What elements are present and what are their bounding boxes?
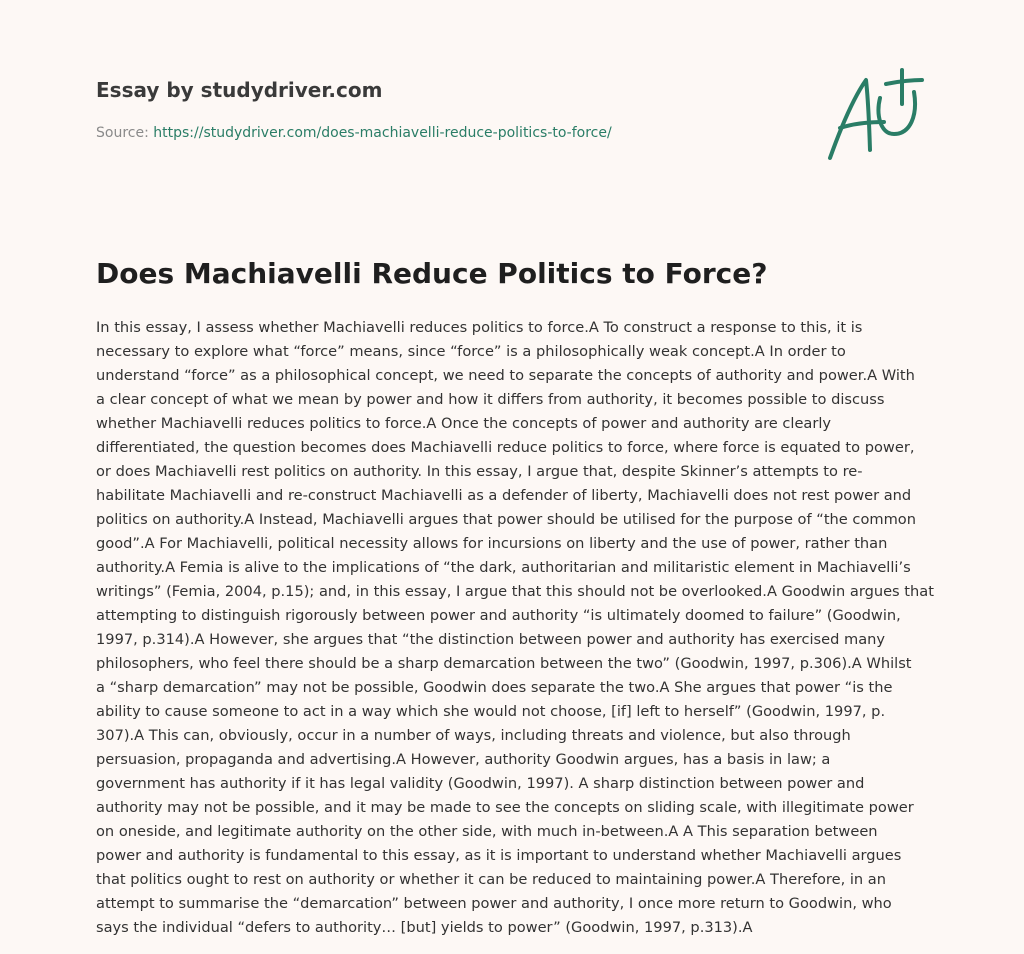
a-plus-logo (822, 68, 926, 164)
site-title: Essay by studydriver.com (96, 78, 383, 102)
essay-line: writings” (Femia, 2004, p.15); and, in this essay, I argue that this should not be overlooked.A Goodwin argues that (96, 583, 934, 600)
essay-line: power and authority is fundamental to this essay, as it is important to understand whether Machiavelli argues (96, 847, 902, 864)
essay-line: a clear concept of what we mean by power and how it differs from authority, it becomes possible to discuss (96, 391, 885, 408)
essay-line: politics on authority.A Instead, Machiavelli argues that power should be utilised for the purpose of “the common (96, 511, 916, 528)
essay-title: Does Machiavelli Reduce Politics to Force? (96, 257, 768, 290)
essay-line: ability to cause someone to act in a way which she would not choose, [if] left to herself” (Goodwin, 1997, p. (96, 703, 886, 720)
essay-line: In this essay, I assess whether Machiavelli reduces politics to force.A To construct a response to this, it is (96, 319, 863, 336)
essay-line: attempt to summarise the “demarcation” between power and authority, I once more return to Goodwin, who (96, 895, 892, 912)
essay-line: persuasion, propaganda and advertising.A However, authority Goodwin argues, has a basis in law; a (96, 751, 831, 768)
a-plus-logo-graphic (822, 68, 926, 164)
source-line (96, 124, 796, 142)
essay-header (96, 76, 796, 142)
essay-line: 1997, p.314).A However, she argues that “the distinction between power and authority has exercised many (96, 631, 886, 648)
essay-line: authority.A Femia is alive to the implications of “the dark, authoritarian and militaristic element in Machiavelli’s (96, 559, 911, 576)
essay-line: habilitate Machiavelli and re-construct Machiavelli as a defender of liberty, Machiavelli does not rest power and (96, 487, 912, 504)
essay-line: on oneside, and legitimate authority on the other side, with much in-between.A A This separation between (96, 823, 878, 840)
source-link[interactable]: https://studydriver.com/does-machiavelli-reduce-politics-to-force/ (153, 125, 612, 141)
essay-line: government has authority if it has legal validity (Goodwin, 1997). A sharp distinction between power and (96, 775, 865, 792)
essay-line: or does Machiavelli rest politics on authority. In this essay, I argue that, despite Skinner’s attempts to re- (96, 463, 863, 480)
essay-line: understand “force” as a philosophical concept, we need to separate the concepts of authority and power.A With (96, 367, 915, 384)
essay-body (96, 316, 932, 940)
essay-line: authority may not be possible, and it may be made to see the concepts on sliding scale, with illegitimate power (96, 799, 914, 816)
essay-line: differentiated, the question becomes does Machiavelli reduce politics to force, where force is equated to power, (96, 439, 915, 456)
essay-line: a “sharp demarcation” may not be possible, Goodwin does separate the two.A She argues that power “is the (96, 679, 893, 696)
essay-line: necessary to explore what “force” means, since “force” is a philosophically weak concept.A In order to (96, 343, 846, 360)
essay-line: that politics ought to rest on authority or whether it can be reduced to maintaining power.A Therefore, in an (96, 871, 886, 888)
source-label: Source: (96, 125, 154, 141)
essay-line: good”.A For Machiavelli, political necessity allows for incursions on liberty and the use of power, rather than (96, 535, 888, 552)
essay-line: 307).A This can, obviously, occur in a number of ways, including threats and violence, but also through (96, 727, 851, 744)
essay-line: whether Machiavelli reduces politics to force.A Once the concepts of power and authority are clearly (96, 415, 832, 432)
essay-line: attempting to distinguish rigorously between power and authority “is ultimately doomed to failure” (Goodwin, (96, 607, 901, 624)
essay-line: philosophers, who feel there should be a sharp demarcation between the two” (Goodwin, 1997, p.306).A Whilst (96, 655, 912, 672)
essay-line: says the individual “defers to authority… [but] yields to power” (Goodwin, 1997, p.313).A (96, 919, 753, 936)
